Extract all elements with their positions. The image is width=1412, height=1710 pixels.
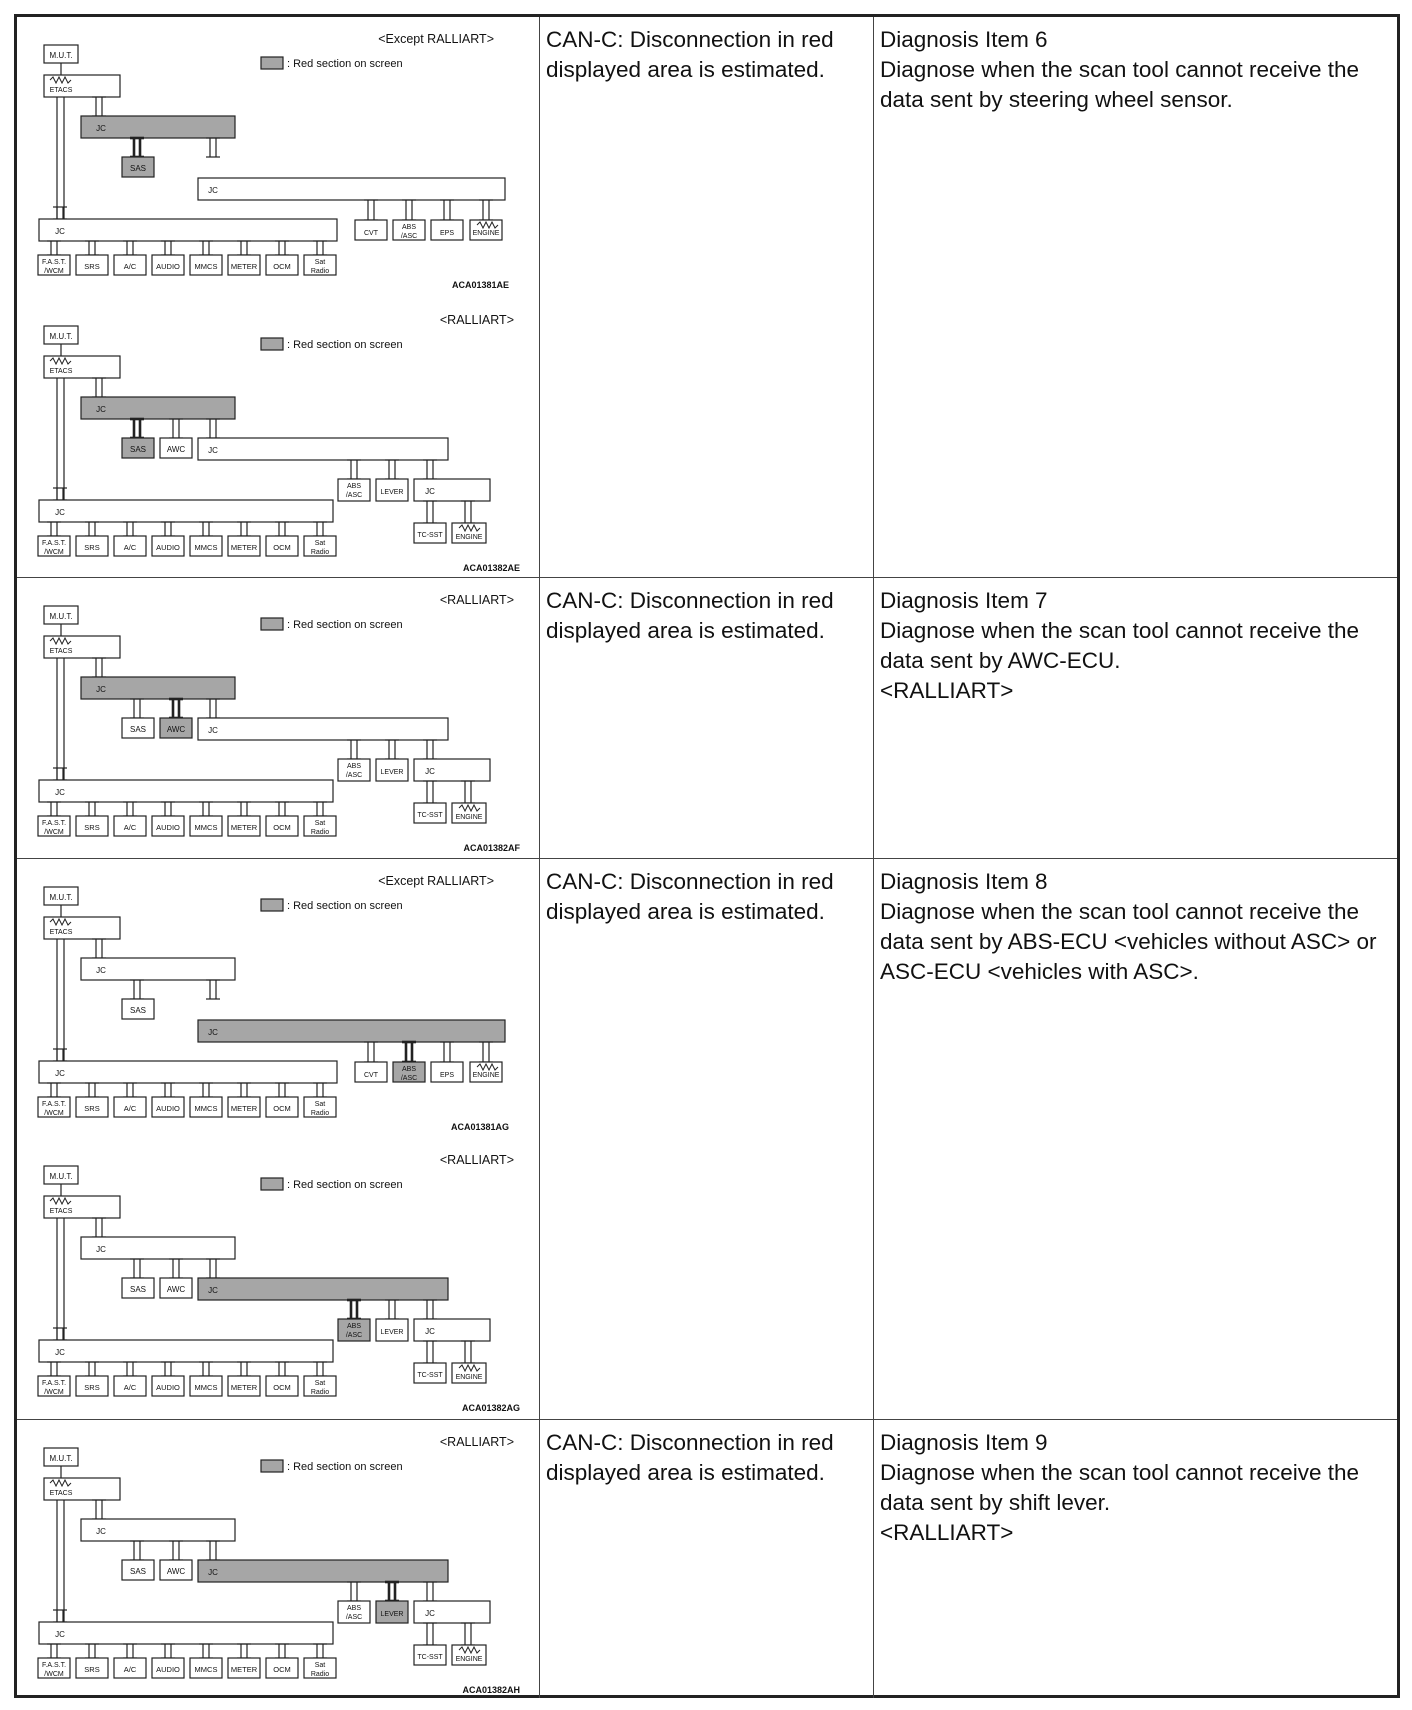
jc-label: JC — [208, 1286, 218, 1295]
jc-box — [39, 780, 333, 802]
sas-label: SAS — [129, 445, 147, 454]
awc-label: AWC — [166, 445, 186, 454]
abs-label: /ASC — [400, 233, 418, 240]
jc-box — [198, 1020, 505, 1042]
ocm-label: OCM — [273, 262, 291, 271]
jc-label: JC — [96, 405, 106, 414]
diagram-title: <Except RALLIART> — [378, 32, 494, 46]
cvt-label: CVT — [364, 1072, 378, 1079]
diagram-cell — [17, 17, 540, 577]
abs-label: /ASC — [345, 1332, 363, 1339]
awc-label: AWC — [166, 1285, 186, 1294]
jc-box — [39, 219, 337, 241]
tcsst-label: TC-SST — [417, 532, 443, 539]
legend-text: : Red section on screen — [287, 58, 403, 70]
mut-label: M.U.T. — [49, 1454, 73, 1463]
jc-label: JC — [208, 1568, 218, 1577]
jc-box — [198, 178, 505, 200]
abs-label: ABS — [401, 224, 417, 231]
abs-label: ABS — [346, 763, 362, 770]
can-bus-diagram — [17, 1138, 537, 1418]
mmcs-label: MMCS — [194, 543, 218, 552]
jc-box — [39, 1061, 337, 1083]
fast-label: F.A.S.T. — [41, 1101, 67, 1108]
jc-label: JC — [425, 487, 435, 496]
sas-label: SAS — [129, 1285, 147, 1294]
legend-text: : Red section on screen — [287, 900, 403, 912]
diagnosis-cell — [874, 17, 1397, 577]
mmcs-label: MMCS — [194, 1665, 218, 1674]
sat-label: Radio — [310, 829, 330, 836]
diagram-title: <RALLIART> — [439, 593, 514, 607]
table-row — [17, 17, 1397, 578]
legend-text: : Red section on screen — [287, 619, 403, 631]
jc-label: JC — [96, 124, 106, 133]
engine-label: ENGINE — [455, 814, 483, 821]
mut-label: M.U.T. — [49, 893, 73, 902]
result-text: CAN-C: Disconnection in red displayed area is estimated. — [546, 869, 834, 924]
jc-box — [39, 500, 333, 522]
sas-label: SAS — [129, 725, 147, 734]
fast-label: F.A.S.T. — [41, 820, 67, 827]
ocm-label: OCM — [273, 543, 291, 552]
jc-box — [198, 1560, 448, 1582]
engine-label: ENGINE — [472, 1072, 500, 1079]
srs-label: SRS — [84, 1383, 100, 1392]
eps-label: EPS — [439, 230, 455, 237]
sas-label: SAS — [129, 1567, 147, 1576]
legend-swatch — [261, 1178, 283, 1190]
diagnosis-item-title: Diagnosis Item 6 — [880, 27, 1048, 52]
table-row — [17, 1420, 1397, 1698]
jc-label: JC — [55, 508, 65, 517]
diagnosis-cell — [874, 1420, 1397, 1698]
audio-label: AUDIO — [156, 262, 180, 271]
figure-code: ACA01382AH — [462, 1685, 520, 1695]
legend-text: : Red section on screen — [287, 1461, 403, 1473]
ac-label: A/C — [123, 823, 137, 832]
meter-label: METER — [230, 1383, 258, 1392]
figure-code: ACA01381AG — [450, 1122, 509, 1132]
figure-code: ACA01382AE — [462, 563, 520, 573]
srs-label: SRS — [84, 543, 100, 552]
can-bus-diagram — [17, 578, 537, 858]
jc-label: JC — [96, 1245, 106, 1254]
jc-box — [198, 718, 448, 740]
can-bus-diagram — [17, 17, 537, 297]
diagnosis-description: Diagnose when the scan tool cannot receive the data sent by ABS-ECU <vehicles without ASC> or ASC-ECU <vehicles with ASC>. — [880, 899, 1377, 984]
engine-label: ENGINE — [455, 534, 483, 541]
sat-label: Radio — [310, 1110, 330, 1117]
engine-label: ENGINE — [472, 230, 500, 237]
meter-label: METER — [230, 1665, 258, 1674]
diagnosis-cell — [874, 578, 1397, 858]
fast-label: /WCM — [44, 829, 64, 836]
etacs-label: ETACS — [49, 648, 73, 655]
ac-label: A/C — [123, 262, 137, 271]
table-row — [17, 578, 1397, 859]
sat-label: Sat — [314, 540, 326, 547]
mut-label: M.U.T. — [49, 1172, 73, 1181]
diagram-group — [38, 1435, 520, 1695]
ocm-label: OCM — [273, 1104, 291, 1113]
ac-label: A/C — [123, 1383, 137, 1392]
jc-label: JC — [96, 966, 106, 975]
sat-label: Sat — [314, 820, 326, 827]
legend-swatch — [261, 57, 283, 69]
result-cell — [540, 1420, 874, 1698]
abs-label: /ASC — [345, 1614, 363, 1621]
can-bus-diagram — [17, 298, 537, 578]
jc-label: JC — [425, 1327, 435, 1336]
sat-label: Radio — [310, 1671, 330, 1678]
diagnosis-description: Diagnose when the scan tool cannot receive the data sent by steering wheel sensor. — [880, 57, 1360, 112]
diagram-cell — [17, 859, 540, 1419]
sat-label: Sat — [314, 1662, 326, 1669]
legend-swatch — [261, 338, 283, 350]
abs-label: ABS — [346, 1605, 362, 1612]
mut-label: M.U.T. — [49, 612, 73, 621]
diagnosis-description: Diagnose when the scan tool cannot receive the data sent by AWC-ECU. — [880, 618, 1360, 673]
diagram-group — [38, 874, 509, 1132]
fast-label: /WCM — [44, 1389, 64, 1396]
sat-label: Sat — [314, 1101, 326, 1108]
diagnosis-table — [14, 14, 1400, 1698]
diagram-title: <RALLIART> — [439, 1153, 514, 1167]
fast-label: /WCM — [44, 1671, 64, 1678]
result-text: CAN-C: Disconnection in red displayed area is estimated. — [546, 27, 834, 82]
mmcs-label: MMCS — [194, 823, 218, 832]
audio-label: AUDIO — [156, 1104, 180, 1113]
result-cell — [540, 17, 874, 577]
eps-label: EPS — [439, 1072, 455, 1079]
diagnosis-description: Diagnose when the scan tool cannot receive the data sent by shift lever. — [880, 1460, 1360, 1515]
etacs-label: ETACS — [49, 1208, 73, 1215]
fast-label: F.A.S.T. — [41, 540, 67, 547]
tcsst-label: TC-SST — [417, 1372, 443, 1379]
fast-label: /WCM — [44, 1110, 64, 1117]
mmcs-label: MMCS — [194, 1383, 218, 1392]
can-bus-diagram — [17, 859, 537, 1139]
sat-label: Radio — [310, 268, 330, 275]
ocm-label: OCM — [273, 823, 291, 832]
figure-code: ACA01381AE — [451, 280, 509, 290]
figure-code: ACA01382AG — [461, 1403, 520, 1413]
ac-label: A/C — [123, 1665, 137, 1674]
can-bus-diagram — [17, 1420, 537, 1700]
jc-box — [198, 438, 448, 460]
diagram-title: <Except RALLIART> — [378, 874, 494, 888]
result-text: CAN-C: Disconnection in red displayed area is estimated. — [546, 588, 834, 643]
figure-code: ACA01382AF — [463, 843, 520, 853]
jc-label: JC — [208, 186, 218, 195]
legend-swatch — [261, 899, 283, 911]
jc-label: JC — [55, 1348, 65, 1357]
ac-label: A/C — [123, 1104, 137, 1113]
awc-label: AWC — [166, 1567, 186, 1576]
diagram-cell — [17, 1420, 540, 1698]
diagram-title: <RALLIART> — [439, 313, 514, 327]
sat-label: Radio — [310, 1389, 330, 1396]
abs-label: /ASC — [400, 1075, 418, 1082]
diagnosis-cell — [874, 859, 1397, 1419]
audio-label: AUDIO — [156, 543, 180, 552]
sat-label: Sat — [314, 1380, 326, 1387]
result-cell — [540, 859, 874, 1419]
lever-label: LEVER — [380, 1329, 404, 1336]
awc-label: AWC — [166, 725, 186, 734]
sas-label: SAS — [129, 1006, 147, 1015]
diagram-title: <RALLIART> — [439, 1435, 514, 1449]
audio-label: AUDIO — [156, 1383, 180, 1392]
legend-swatch — [261, 618, 283, 630]
abs-label: ABS — [346, 483, 362, 490]
jc-label: JC — [55, 788, 65, 797]
sat-label: Radio — [310, 549, 330, 556]
diagram-group — [38, 32, 509, 290]
diagnosis-item-title: Diagnosis Item 9 — [880, 1430, 1048, 1455]
fast-label: F.A.S.T. — [41, 259, 67, 266]
audio-label: AUDIO — [156, 1665, 180, 1674]
srs-label: SRS — [84, 1104, 100, 1113]
diagnosis-variant: <RALLIART> — [880, 1520, 1014, 1545]
audio-label: AUDIO — [156, 823, 180, 832]
srs-label: SRS — [84, 1665, 100, 1674]
jc-box — [198, 1278, 448, 1300]
ac-label: A/C — [123, 543, 137, 552]
legend-text: : Red section on screen — [287, 1179, 403, 1191]
fast-label: /WCM — [44, 268, 64, 275]
tcsst-label: TC-SST — [417, 1654, 443, 1661]
fast-label: /WCM — [44, 549, 64, 556]
etacs-label: ETACS — [49, 87, 73, 94]
meter-label: METER — [230, 262, 258, 271]
jc-label: JC — [55, 227, 65, 236]
lever-label: LEVER — [380, 489, 404, 496]
ocm-label: OCM — [273, 1383, 291, 1392]
abs-label: ABS — [401, 1066, 417, 1073]
engine-label: ENGINE — [455, 1374, 483, 1381]
fast-label: F.A.S.T. — [41, 1380, 67, 1387]
diagram-cell — [17, 578, 540, 858]
diagram-group — [38, 313, 520, 573]
diagnosis-item-title: Diagnosis Item 7 — [880, 588, 1048, 613]
srs-label: SRS — [84, 262, 100, 271]
ocm-label: OCM — [273, 1665, 291, 1674]
jc-label: JC — [55, 1630, 65, 1639]
jc-label: JC — [425, 1609, 435, 1618]
jc-label: JC — [208, 1028, 218, 1037]
sat-label: Sat — [314, 259, 326, 266]
etacs-label: ETACS — [49, 1490, 73, 1497]
etacs-label: ETACS — [49, 929, 73, 936]
jc-box — [39, 1340, 333, 1362]
meter-label: METER — [230, 543, 258, 552]
result-cell — [540, 578, 874, 858]
jc-box — [39, 1622, 333, 1644]
diagram-group — [38, 1153, 520, 1413]
jc-label: JC — [55, 1069, 65, 1078]
sas-label: SAS — [129, 164, 147, 173]
diagnosis-item-title: Diagnosis Item 8 — [880, 869, 1048, 894]
srs-label: SRS — [84, 823, 100, 832]
abs-label: ABS — [346, 1323, 362, 1330]
engine-label: ENGINE — [455, 1656, 483, 1663]
tcsst-label: TC-SST — [417, 812, 443, 819]
diagram-group — [38, 593, 520, 853]
jc-label: JC — [96, 685, 106, 694]
mut-label: M.U.T. — [49, 332, 73, 341]
abs-label: /ASC — [345, 492, 363, 499]
abs-label: /ASC — [345, 772, 363, 779]
diagnosis-variant: <RALLIART> — [880, 678, 1014, 703]
jc-label: JC — [96, 1527, 106, 1536]
meter-label: METER — [230, 1104, 258, 1113]
jc-label: JC — [208, 726, 218, 735]
jc-label: JC — [208, 446, 218, 455]
result-text: CAN-C: Disconnection in red displayed area is estimated. — [546, 1430, 834, 1485]
lever-label: LEVER — [380, 769, 404, 776]
mmcs-label: MMCS — [194, 1104, 218, 1113]
mut-label: M.U.T. — [49, 51, 73, 60]
legend-swatch — [261, 1460, 283, 1472]
meter-label: METER — [230, 823, 258, 832]
jc-label: JC — [425, 767, 435, 776]
lever-label: LEVER — [380, 1611, 404, 1618]
legend-text: : Red section on screen — [287, 339, 403, 351]
table-row — [17, 859, 1397, 1420]
etacs-label: ETACS — [49, 368, 73, 375]
cvt-label: CVT — [364, 230, 378, 237]
mmcs-label: MMCS — [194, 262, 218, 271]
fast-label: F.A.S.T. — [41, 1662, 67, 1669]
